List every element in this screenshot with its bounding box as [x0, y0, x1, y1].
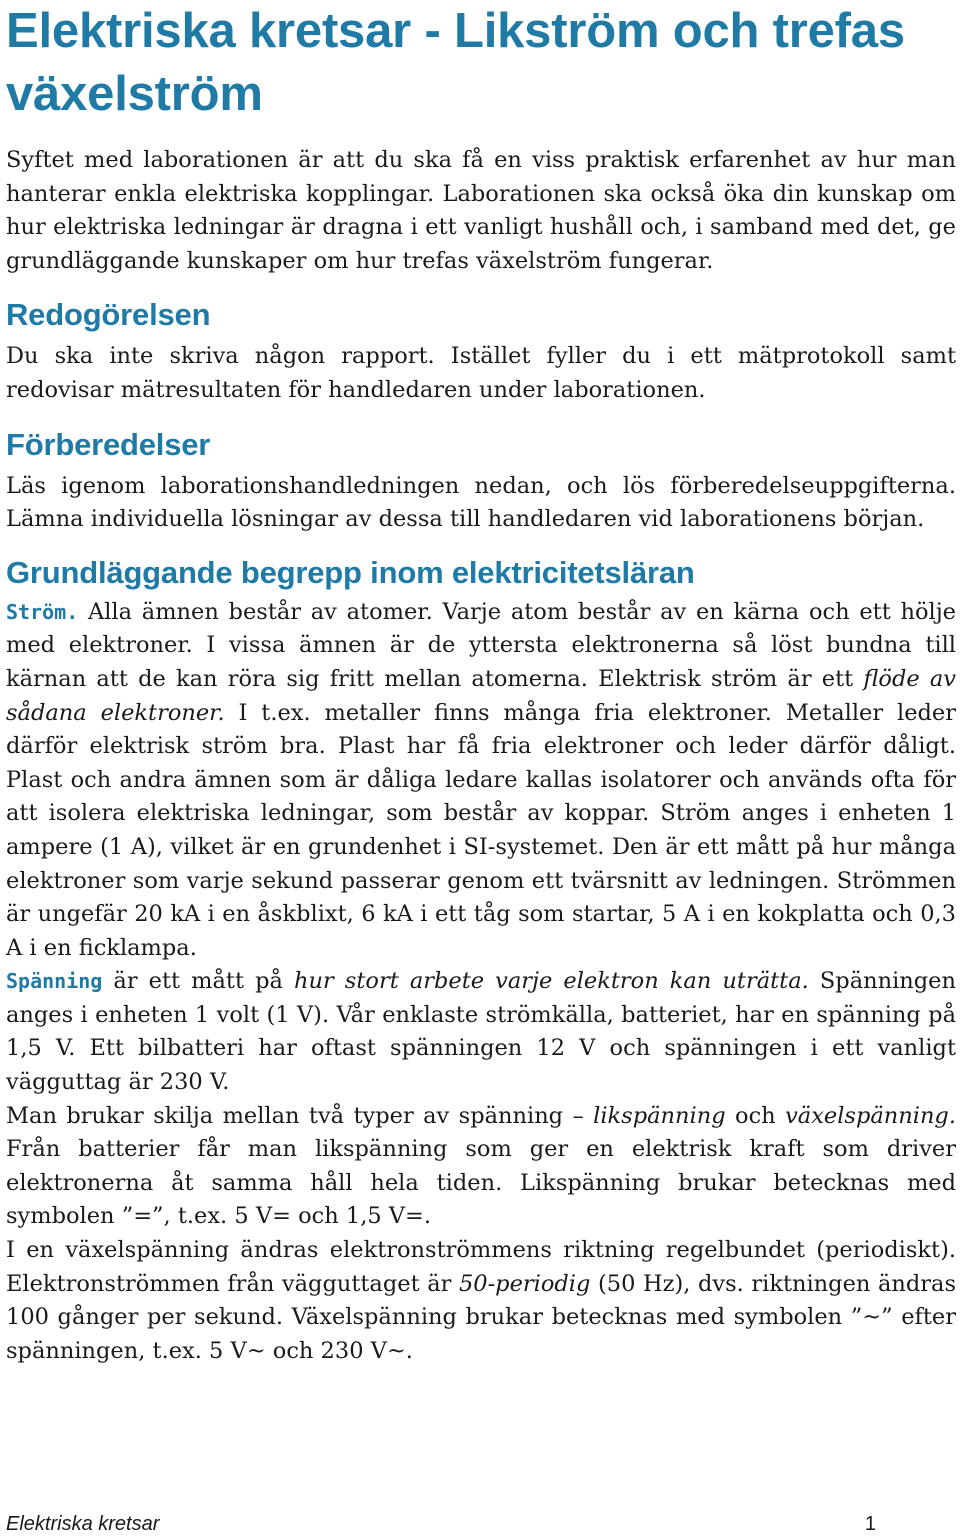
intro-paragraph: Syftet med laborationen är att du ska få en viss praktisk erfarenhet av hur man hanterar enkla elektriska kopplingar. Laborationen ska också öka din kunskap om hur elektriska ledningar är dragna i ett vanligt hushåll och, i samband med det, ge grundläggande kunskaper om hur trefas växelström fungerar. — [6, 147, 956, 274]
vaxel-text-a: I en växelspänning ändras elektronströmmens riktning regelbundet (periodiskt). Elektronströmmen från vägguttaget är — [6, 1237, 956, 1297]
forberedelser-paragraph: Läs igenom laborationshandledningen nedan, och lös förberedelseuppgifterna. Lämna individuella lösningar av dessa till handledaren vid laborationens början. — [6, 472, 956, 533]
page-footer — [6, 1512, 876, 1536]
typer-emphasis-1: likspänning — [593, 1102, 726, 1129]
heading-redogorelsen: Redogörelsen — [6, 297, 211, 333]
spanning-paragraph — [6, 965, 956, 1099]
spanning-emphasis: hur stort arbete varje elektron kan uträtta. — [293, 968, 809, 995]
typer-text-a: Man brukar skilja mellan två typer av spänning – — [6, 1102, 594, 1129]
typer-emphasis-2: växelspänning. — [785, 1102, 956, 1129]
strom-text-a: Alla ämnen består av atomer. Varje atom består av en kärna och ett hölje med elektroner. I vissa ämnen är de yttersta elektronerna så löst bundna till kärnan att de kan röra sig fritt mellan atomerna. Elektrisk ström är ett — [6, 598, 956, 692]
redogorelsen-paragraph: Du ska inte skriva någon rapport. Istället fyller du i ett mätprotokoll samt redovisar mätresultaten för handledaren under laborationen. — [6, 343, 956, 403]
spanning-text-a: är ett mått på — [102, 968, 294, 995]
strom-paragraph — [6, 596, 956, 966]
page-number: 1 — [864, 1513, 876, 1535]
term-strom: Ström. — [6, 599, 79, 624]
typer-text-c: Från batterier får man likspänning som ger en elektrisk kraft som driver elektronerna åt samma håll hela tiden. Likspänning brukar betecknas med symbolen ”=”, t.ex. 5 V= och 1,5 V=. — [6, 1136, 956, 1230]
heading-grundlaggande: Grundläggande begrepp inom elektricitetsläran — [6, 554, 695, 590]
page-title: Elektriska kretsar - Likström och trefas växelström — [6, 4, 905, 121]
typer-text-b: och — [725, 1102, 786, 1129]
spanning-text-b: Spänningen anges i enheten 1 volt (1 V). Vår enklaste strömkälla, batteriet, har en spänning på 1,5 V. Ett bilbatteri har oftast spänningen 12 V och spänningen i ett vanligt vägguttag är 230 V. — [6, 968, 956, 1096]
vaxel-text-b: (50 Hz), dvs. riktningen ändras 100 gånger per sekund. Växelspänning brukar betecknas med symbolen ”~” efter spänningen, t.ex. 5 V~ och 230 V~. — [6, 1270, 956, 1364]
heading-forberedelser: Förberedelser — [6, 426, 211, 462]
vaxel-paragraph — [6, 1234, 956, 1368]
vaxel-emphasis: 50-periodig — [458, 1270, 591, 1297]
footer-title: Elektriska kretsar — [6, 1513, 160, 1535]
term-spanning: Spänning — [6, 969, 103, 994]
strom-emphasis: flöde av sådana elektroner. — [6, 665, 956, 726]
document-page — [6, 0, 956, 1368]
typer-paragraph — [6, 1100, 956, 1234]
strom-text-b: I t.ex. metaller finns många fria elektroner. Metaller leder därför elektrisk ström bra. Plast har få fria elektroner och leder därför dåligt. Plast och andra ämnen som är dåliga ledare kallas isolatorer och används ofta för att isolera elektriska ledningar, som består av koppar. Ström anges i enheten 1 ampere (1 A), vilket är en grundenhet i SI-systemet. Den är ett mått på hur många elektroner som varje sekund passerar genom ett tvärsnitt av ledningen. Strömmen är ungefär 20 kA i en åskblixt, 6 kA i ett tåg som startar, 5 A i en kokplatta och 0,3 A i en ficklampa. — [6, 699, 956, 961]
